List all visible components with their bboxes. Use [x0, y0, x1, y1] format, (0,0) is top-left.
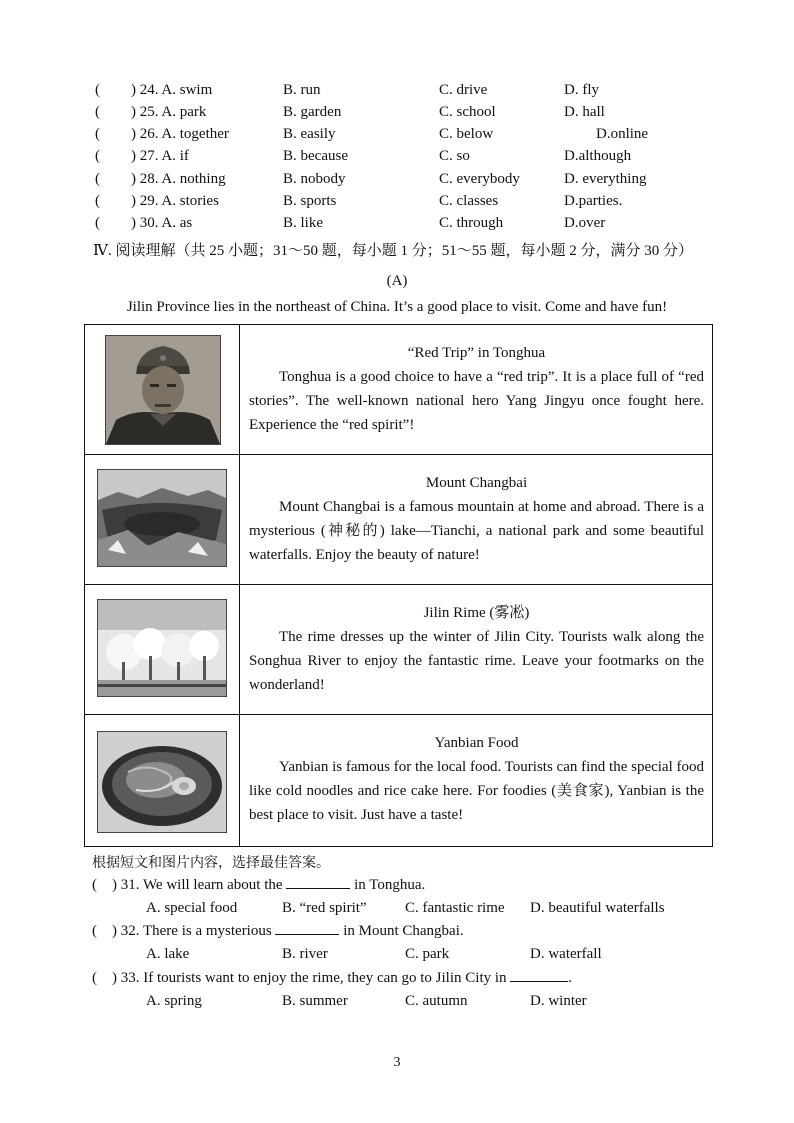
question-31-option-c[interactable]: C. fantastic rime: [405, 900, 505, 916]
table-row: [85, 715, 712, 846]
option-a: ) 25. A. park: [131, 104, 207, 120]
answer-paren[interactable]: (: [92, 877, 97, 893]
option-c: C. everybody: [439, 171, 520, 187]
crater-lake-photo-icon: [97, 469, 227, 567]
cloze-row-29: [95, 190, 715, 212]
option-d: D. everything: [564, 171, 647, 187]
question-33: [92, 967, 572, 989]
option-d: D.online: [596, 126, 649, 142]
question-stem-end: in Tonghua.: [354, 877, 426, 893]
cloze-row-25: [95, 101, 715, 123]
answer-paren[interactable]: (: [95, 148, 100, 164]
question-33-option-b[interactable]: B. summer: [282, 993, 348, 1009]
table-row: [85, 585, 712, 715]
option-a: ) 26. A. together: [131, 126, 229, 142]
image-cell: [85, 325, 240, 454]
option-b: B. like: [283, 215, 323, 231]
cloze-row-27: [95, 145, 715, 167]
option-a: ) 27. A. if: [131, 148, 189, 164]
question-stem: ) 31. We will learn about the: [112, 877, 283, 893]
entry-title: Jilin Rime (雾凇): [423, 605, 530, 621]
question-stem-end: in Mount Changbai.: [343, 923, 464, 939]
option-d: D.over: [564, 215, 606, 231]
option-d: D.although: [564, 148, 632, 164]
answer-paren[interactable]: (: [95, 126, 100, 142]
option-b: B. because: [283, 148, 348, 164]
entry-text-cell: [241, 325, 712, 454]
option-c: C. school: [439, 104, 496, 120]
option-d: D. fly: [564, 82, 599, 98]
cloze-row-28: [95, 168, 715, 190]
page-number: 3: [393, 1055, 401, 1070]
option-c: C. classes: [439, 193, 499, 209]
cloze-row-26: [95, 123, 715, 145]
rime-trees-photo-icon: [97, 599, 227, 697]
entry-title: Mount Changbai: [425, 475, 528, 491]
section-title: Ⅳ. 阅读理解（共 25 小题；31～50 题，每小题 1 分；51～55 题，每小题 2 分，满分 30 分）: [93, 243, 693, 259]
entry-title: “Red Trip” in Tonghua: [407, 345, 546, 361]
option-b: B. nobody: [283, 171, 346, 187]
entry-body: The rime dresses up the winter of Jilin City. Tourists walk along the Songhua River to enjoy the fantastic rime. Leave your footmarks on the wonderland!: [249, 629, 704, 693]
answer-blank[interactable]: [510, 967, 568, 982]
option-b: B. easily: [283, 126, 336, 142]
answer-paren[interactable]: (: [95, 171, 100, 187]
question-31-option-a[interactable]: A. special food: [146, 900, 238, 916]
entry-title: Yanbian Food: [434, 735, 519, 751]
option-b: B. garden: [283, 104, 342, 120]
option-b: B. sports: [283, 193, 337, 209]
option-c: C. drive: [439, 82, 488, 98]
table-row: [85, 455, 712, 585]
question-32-option-d[interactable]: D. waterfall: [530, 946, 602, 962]
entry-text-cell: [241, 585, 712, 714]
question-33-option-d[interactable]: D. winter: [530, 993, 587, 1009]
option-a: ) 30. A. as: [131, 215, 193, 231]
answer-paren[interactable]: (: [95, 82, 100, 98]
table-row: [85, 325, 712, 455]
answer-paren[interactable]: (: [92, 923, 97, 939]
question-32-option-c[interactable]: C. park: [405, 946, 450, 962]
question-33-option-c[interactable]: C. autumn: [405, 993, 468, 1009]
question-32-option-a[interactable]: A. lake: [146, 946, 190, 962]
answer-paren[interactable]: (: [92, 970, 97, 986]
question-33-option-a[interactable]: A. spring: [146, 993, 202, 1009]
option-b: B. run: [283, 82, 321, 98]
entry-body: Yanbian is famous for the local food. Tourists can find the special food like cold noodles and rice cake here. For foodies (美食家), Yanbian is the best place to visit. Just have a taste!: [249, 759, 704, 823]
passage-table: [84, 324, 713, 847]
image-cell: [85, 585, 240, 714]
answer-paren[interactable]: (: [95, 104, 100, 120]
entry-body: Mount Changbai is a famous mountain at home and abroad. There is a mysterious (神秘的) lake—Tianchi, a national park and some beautiful waterfalls. Enjoy the beauty of nature!: [249, 499, 704, 563]
question-31-option-d[interactable]: D. beautiful waterfalls: [530, 900, 665, 916]
question-instruction: 根据短文和图片内容，选择最佳答案。: [92, 855, 330, 871]
option-a: ) 24. A. swim: [131, 82, 213, 98]
entry-text-cell: [241, 715, 712, 846]
question-stem-end: .: [568, 970, 573, 986]
answer-paren[interactable]: (: [95, 215, 100, 231]
question-stem: ) 32. There is a mysterious: [112, 923, 272, 939]
question-32: [92, 920, 464, 942]
answer-blank[interactable]: [275, 920, 339, 935]
passage-intro: Jilin Province lies in the northeast of China. It’s a good place to visit. Come and have fun!: [126, 299, 668, 315]
option-d: D. hall: [564, 104, 605, 120]
image-cell: [85, 455, 240, 584]
answer-paren[interactable]: (: [95, 193, 100, 209]
cold-noodles-photo-icon: [97, 731, 227, 833]
option-d: D.parties.: [564, 193, 623, 209]
cloze-row-24: [95, 79, 715, 101]
option-c: C. through: [439, 215, 504, 231]
question-31-option-b[interactable]: B. “red spirit”: [282, 900, 367, 916]
option-c: C. so: [439, 148, 470, 164]
cloze-row-30: [95, 212, 715, 234]
question-32-option-b[interactable]: B. river: [282, 946, 328, 962]
option-a: ) 28. A. nothing: [131, 171, 226, 187]
entry-text-cell: [241, 455, 712, 584]
passage-label: (A): [386, 273, 408, 289]
portrait-photo-icon: [105, 335, 221, 445]
entry-body: Tonghua is a good choice to have a “red trip”. It is a place full of “red stories”. The well-known national hero Yang Jingyu once fought here. Experience the “red spirit”!: [249, 369, 704, 433]
answer-blank[interactable]: [286, 874, 350, 889]
image-cell: [85, 715, 240, 846]
question-stem: ) 33. If tourists want to enjoy the rime, they can go to Jilin City in: [112, 970, 507, 986]
question-31: [92, 874, 425, 896]
option-c: C. below: [439, 126, 494, 142]
option-a: ) 29. A. stories: [131, 193, 219, 209]
